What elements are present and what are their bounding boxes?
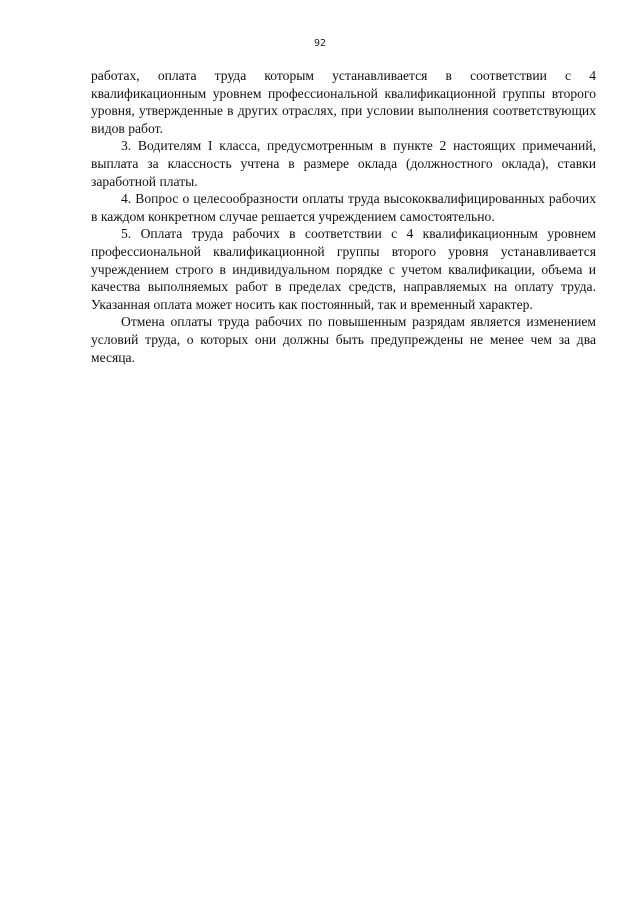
paragraph-item-4: 4. Вопрос о целесообразности оплаты труда высококвалифицированных рабочих в каждом конкретном случае решается учреждением самостоятельно. [91, 191, 596, 224]
paragraph-item-3: 3. Водителям I класса, предусмотренным в пункте 2 настоящих примечаний, выплата за классность учтена в размере оклада (должностного оклада), ставки заработной платы. [91, 138, 596, 189]
paragraph-continuation: работах, оплата труда которым устанавливается в соответствии с 4 квалификационным уровнем профессиональной квалификационной группы второго уровня, утвержденные в других отраслях, при условии выполнения соответствующих видов работ. [91, 68, 596, 136]
document-body [91, 67, 596, 366]
page-number: 92 [313, 38, 327, 49]
paragraph-final: Отмена оплаты труда рабочих по повышенным разрядам является изменением условий труда, о которых они должны быть предупреждены не менее чем за два месяца. [91, 314, 596, 365]
paragraph-item-5: 5. Оплата труда рабочих в соответствии с 4 квалификационным уровнем профессиональной квалификационной группы второго уровня устанавливается учреждением строго в индивидуальном порядке с учетом квалификации, объема и качества выполняемых работ в пределах средств, направляемых на оплату труда. Указанная оплата может носить как постоянный, так и временный характер. [91, 226, 596, 312]
